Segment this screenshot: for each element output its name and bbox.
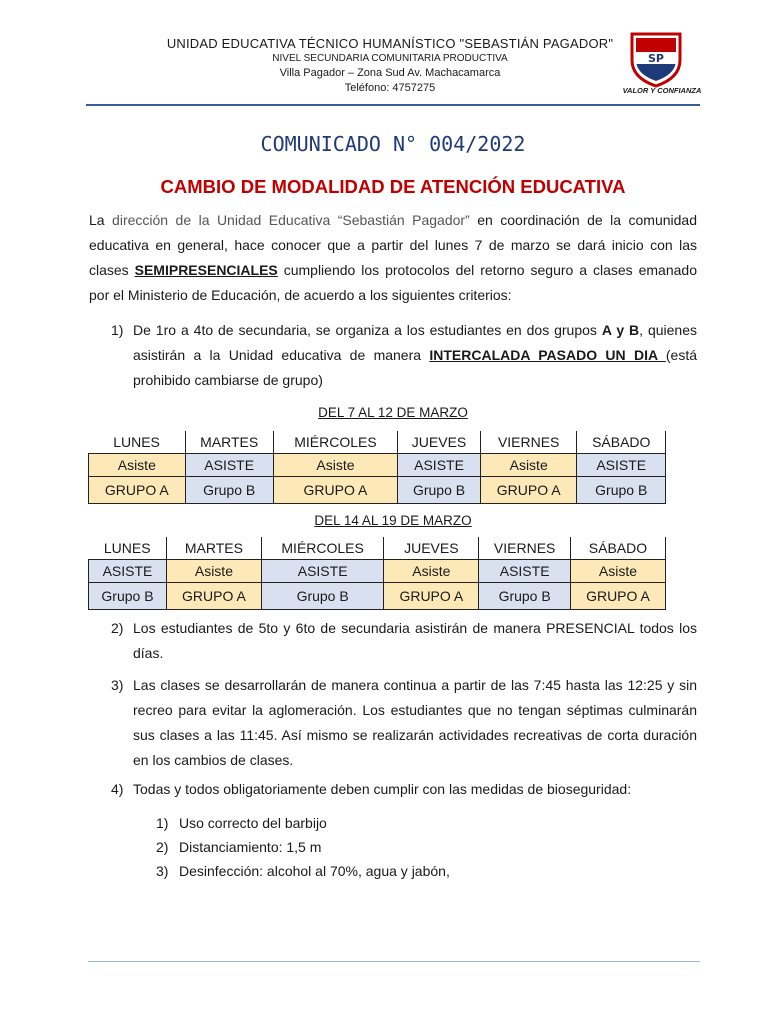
table-cell: ASISTE bbox=[89, 560, 167, 583]
table-cell: GRUPO A bbox=[273, 477, 397, 504]
table-cell: Asiste bbox=[166, 560, 261, 583]
table-cell: Grupo B bbox=[479, 583, 571, 610]
table-cell: Asiste bbox=[570, 560, 665, 583]
header-divider bbox=[86, 104, 700, 106]
table-cell: Asiste bbox=[89, 454, 186, 477]
table-cell: ASISTE bbox=[398, 454, 481, 477]
day-header: MARTES bbox=[185, 431, 273, 454]
school-phone: Teléfono: 4757275 bbox=[344, 82, 436, 94]
table-cell: Asiste bbox=[384, 560, 479, 583]
day-header: MIÉRCOLES bbox=[261, 537, 383, 560]
day-header: VIERNES bbox=[480, 431, 577, 454]
day-header: MARTES bbox=[166, 537, 261, 560]
communique-title: COMUNICADO N° 004/2022 bbox=[260, 132, 526, 156]
table-cell: GRUPO A bbox=[570, 583, 665, 610]
table-cell: Asiste bbox=[480, 454, 577, 477]
day-header: SÁBADO bbox=[570, 537, 665, 560]
semipresenciales: SEMIPRESENCIALES bbox=[134, 262, 278, 278]
table-cell: GRUPO A bbox=[480, 477, 577, 504]
day-header: SÁBADO bbox=[577, 431, 666, 454]
table-cell: Grupo B bbox=[261, 583, 383, 610]
day-header: JUEVES bbox=[398, 431, 481, 454]
table-cell: Grupo B bbox=[185, 477, 273, 504]
table-cell: GRUPO A bbox=[384, 583, 479, 610]
table-cell: Asiste bbox=[273, 454, 397, 477]
table-cell: ASISTE bbox=[577, 454, 666, 477]
communique-subtitle: CAMBIO DE MODALIDAD DE ATENCIÓN EDUCATIVA bbox=[160, 176, 626, 197]
table-cell: Grupo B bbox=[577, 477, 666, 504]
schedule-table-1 bbox=[88, 431, 666, 504]
intro-paragraph: La dirección de la Unidad Educativa “Sebastián Pagador” en coordinación de la comunidad educativa en general, hace conocer que a partir del lunes 7 de marzo se dará inicio con las clases SEMIPRESENCIALES cumpliendo los protocolos del retorno seguro a clases emanado por el Ministerio de Educación, de acuerdo a los siguientes criterios: bbox=[89, 212, 697, 303]
school-level: NIVEL SECUNDARIA COMUNITARIA PRODUCTIVA bbox=[272, 53, 508, 64]
day-header: LUNES bbox=[89, 431, 186, 454]
table-cell: ASISTE bbox=[185, 454, 273, 477]
day-header: VIERNES bbox=[479, 537, 571, 560]
day-header: JUEVES bbox=[384, 537, 479, 560]
school-motto: VALOR Y CONFIANZA bbox=[622, 86, 702, 95]
table-cell: GRUPO A bbox=[166, 583, 261, 610]
logo-letters: SP bbox=[648, 52, 664, 65]
school-logo bbox=[626, 28, 686, 88]
intro-direction: dirección de la Unidad Educativa “Sebastián Pagador” bbox=[112, 212, 470, 228]
school-name: UNIDAD EDUCATIVA TÉCNICO HUMANÍSTICO "SEBASTIÁN PAGADOR" bbox=[166, 36, 614, 51]
day-header: MIÉRCOLES bbox=[273, 431, 397, 454]
table-cell: ASISTE bbox=[479, 560, 571, 583]
schedule-table-2 bbox=[88, 537, 666, 610]
table-cell: Grupo B bbox=[398, 477, 481, 504]
table1-caption: DEL 7 AL 12 DE MARZO bbox=[318, 405, 468, 420]
table-cell: GRUPO A bbox=[89, 477, 186, 504]
table2-caption: DEL 14 AL 19 DE MARZO bbox=[314, 513, 472, 528]
table-cell: ASISTE bbox=[261, 560, 383, 583]
school-address: Villa Pagador – Zona Sud Av. Machacamarca bbox=[279, 67, 501, 79]
footer-divider bbox=[88, 961, 700, 962]
day-header: LUNES bbox=[89, 537, 167, 560]
table-cell: Grupo B bbox=[89, 583, 167, 610]
